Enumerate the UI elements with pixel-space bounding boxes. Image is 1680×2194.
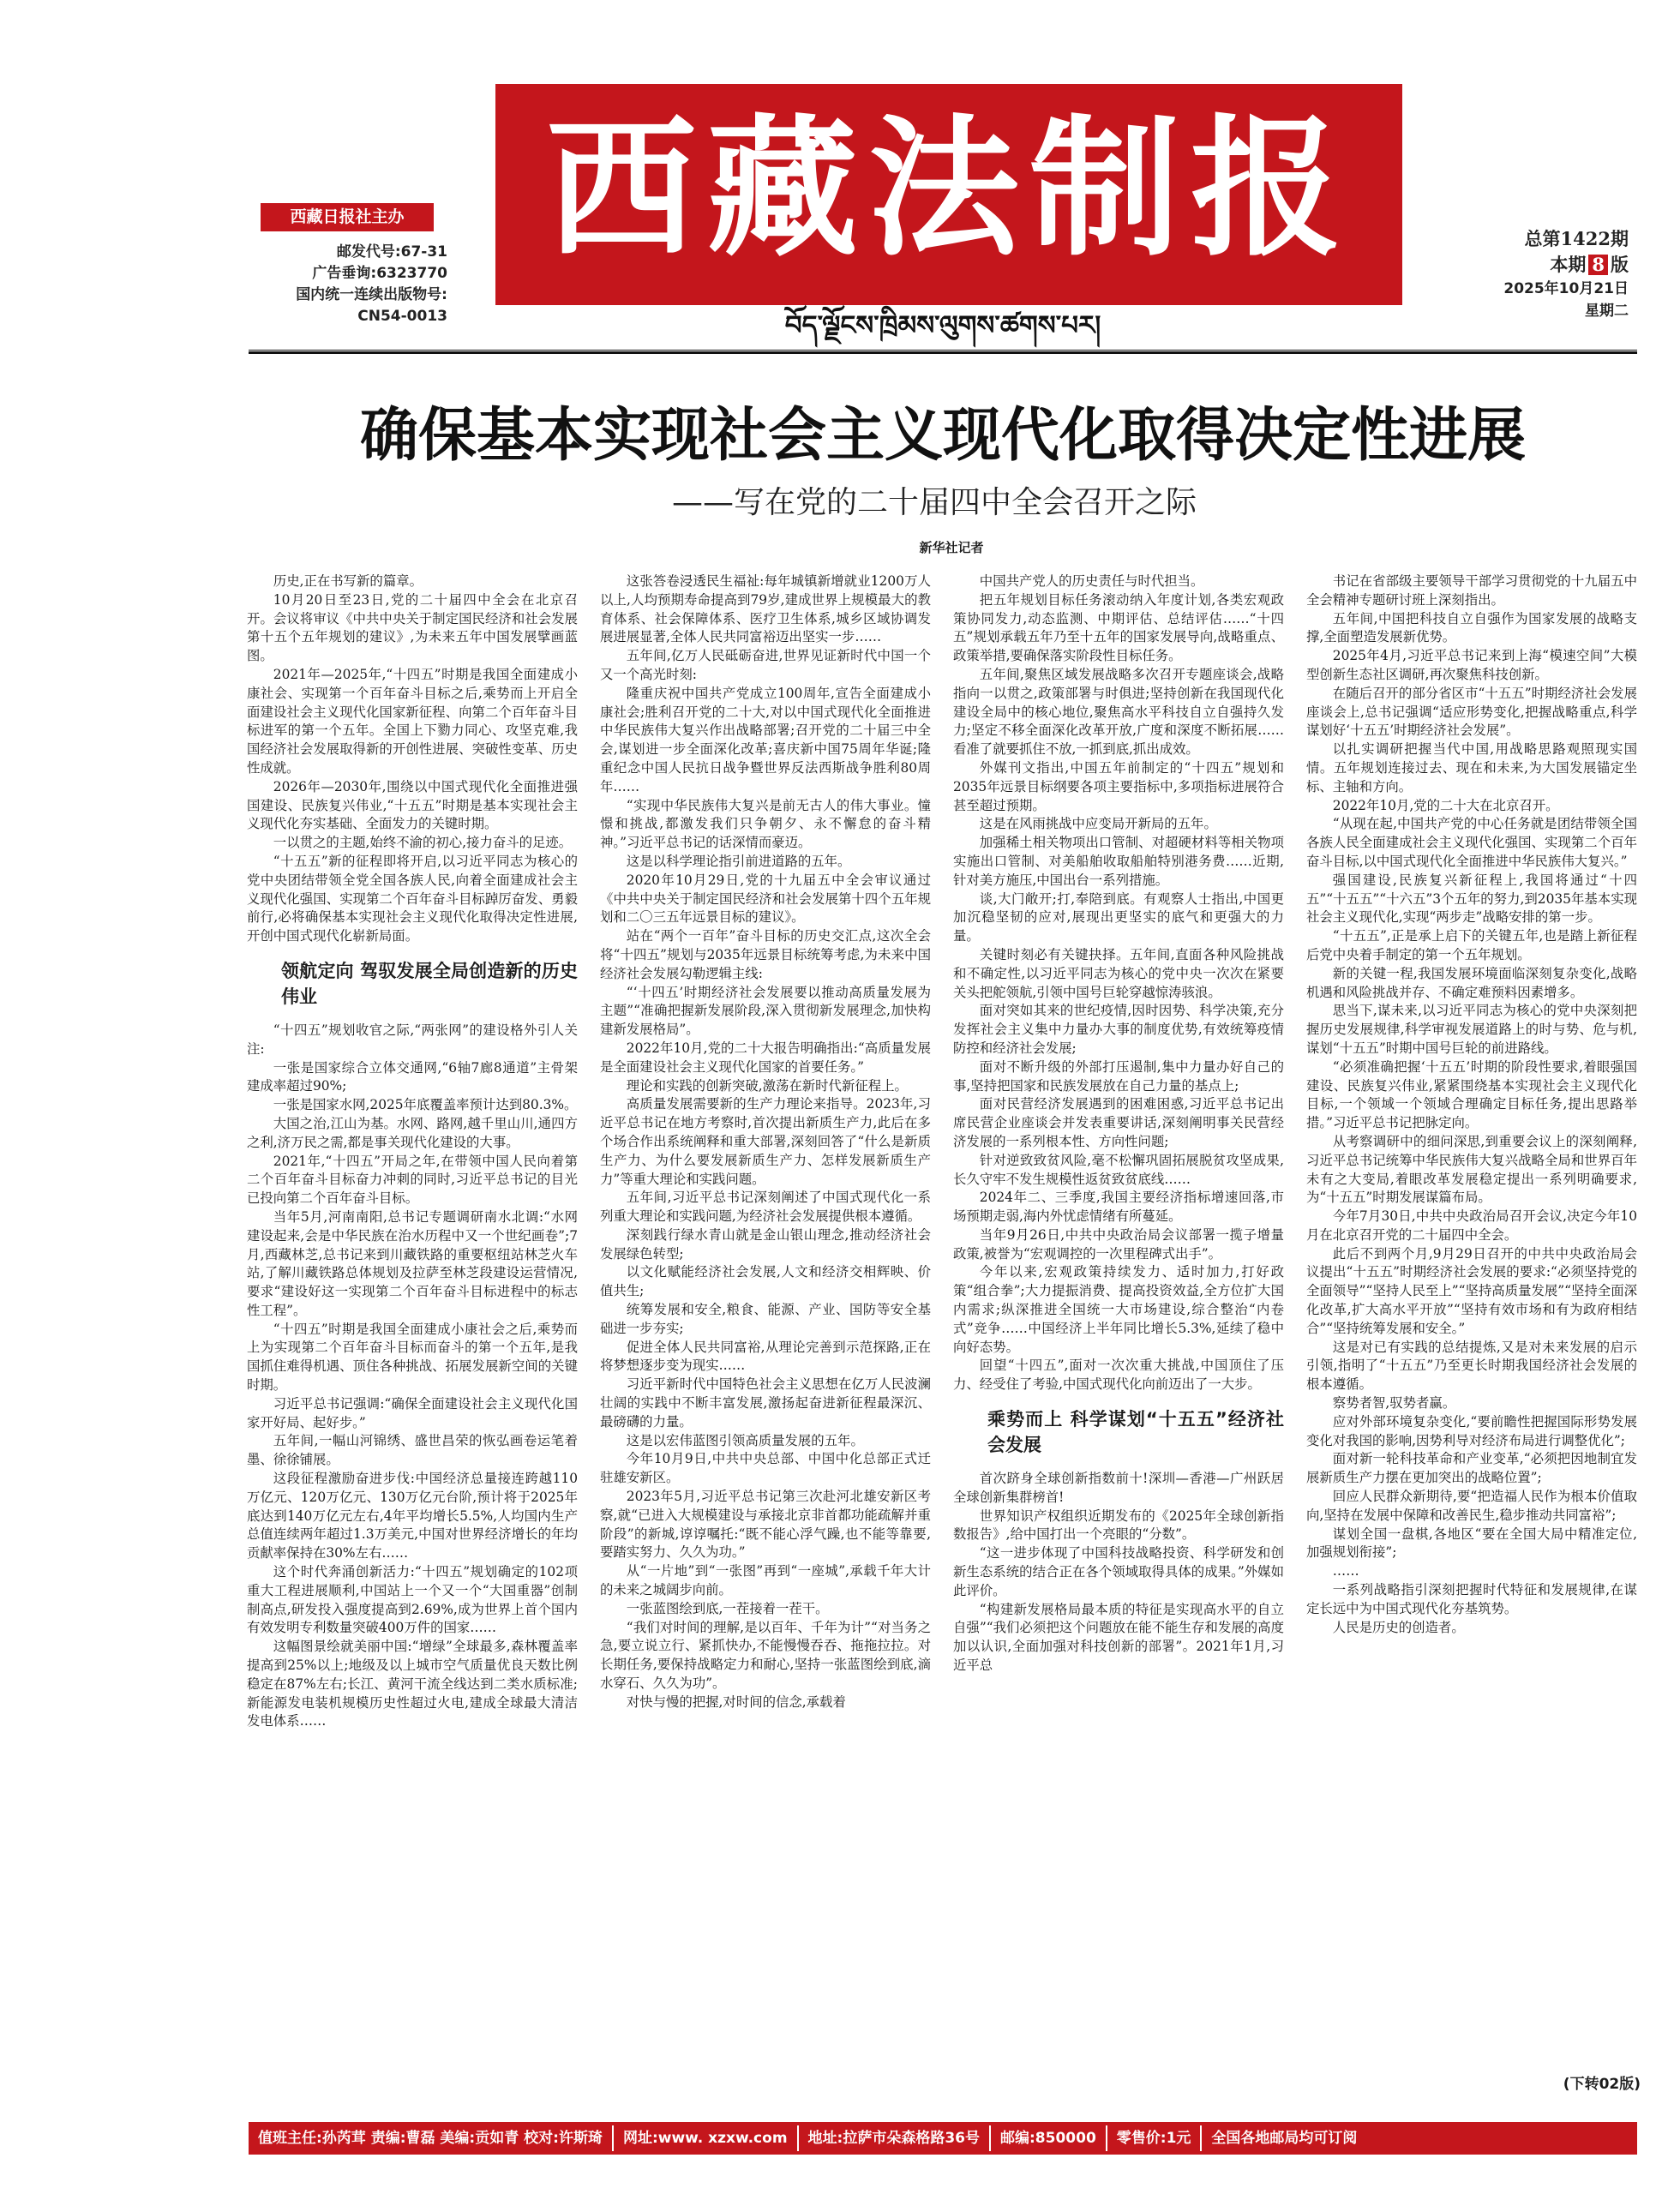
serial-number: CN54-0013 (357, 308, 447, 325)
paragraph: 从考察调研中的细问深思,到重要会议上的深刻阐释,习近平总书记统筹中华民族伟大复兴战略全局和世界百年未有之大变局,着眼改革发展稳定提出一系列明确要求,为“十五五”时期发展谋篇布局。 (1306, 1133, 1637, 1206)
paragraph: “实现中华民族伟大复兴是前无古人的伟大事业。憧憬和挑战,都激发我们只争朝夕、永不懈怠的奋斗精神。”习近平总书记的话深情而豪迈。 (600, 797, 931, 851)
newspaper-title: 西藏法制报 (545, 99, 1352, 277)
column-3b-paragraphs (953, 1470, 1284, 1675)
paragraph: “必须准确把握‘十五五’时期的阶段性要求,着眼强国建设、民族复兴伟业,紧紧围绕基本实现社会主义现代化目标,一个领域一个领域合理确定目标任务,提出思路举措。”习近平总书记把脉定向。 (1306, 1058, 1637, 1131)
paragraph: 五年间,聚焦区域发展战略多次召开专题座谈会,战略指向一以贯之,政策部署与时俱进;坚持创新在我国现代化建设全局中的核心地位,聚焦高水平科技自立自强持久发力;坚定不移全面深化改革开放,广度和深度不断拓展……看准了就要抓住不放,一抓到底,抓出成效。 (953, 666, 1284, 758)
paragraph: 谈,大门敞开;打,奉陪到底。有观察人士指出,中国更加沉稳坚韧的应对,展现出更坚实的底气和更强大的力量。 (953, 890, 1284, 944)
issue-total: 总第1422期 (1524, 228, 1629, 249)
paragraph: 回应人民群众新期待,要“把造福人民作为根本价值取向,坚持在发展中保障和改善民生,稳步推动共同富裕”; (1306, 1489, 1637, 1523)
paragraph: 2025年4月,习近平总书记来到上海“模速空间”大模型创新生态社区调研,再次聚焦科技创新。 (1306, 648, 1637, 682)
paragraph: 理论和实践的创新突破,激荡在新时代新征程上。 (626, 1077, 908, 1094)
paragraph: 加强稀土相关物项出口管制、对超硬材料等相关物项实施出口管制、对美船舶收取船舶特别港务费……近期,针对美方施压,中国出台一系列措施。 (953, 835, 1284, 888)
section-heading-1: 领航定向 驾驭发展全局创造新的历史伟业 (281, 960, 578, 1007)
paragraph: 五年间,一幅山河锦绣、盛世昌荣的恢弘画卷运笔着墨、徐徐铺展。 (247, 1433, 578, 1468)
column-4-paragraphs (1306, 572, 1637, 1637)
paragraph: 这幅图景绘就美丽中国:“增绿”全球最多,森林覆盖率提高到25%以上;地级及以上城市空气质量优良天数比例稳定在87%左右;长江、黄河干流全线达到二类水质标准;新能源发电装机规模历史性超过火电,建成全球最大清洁发电体系…… (247, 1639, 578, 1729)
paragraph: …… (1332, 1563, 1359, 1580)
article-subheadline: ——写在党的二十届四中全会召开之际 (671, 485, 1197, 520)
paragraph: 大国之治,江山为基。水网、路网,越千里山川,通四方之利,济万民之需,都是事关现代化建设的大事。 (247, 1115, 578, 1150)
paragraph: 这个时代奔涌创新活力:“十四五”规划确定的102项重大工程进展顺利,中国站上一个又一个“大国重器”创制制高点,研发投入强度提高到2.69%,成为世界上首个国内有效发明专利数量突破400万件的国家…… (247, 1564, 578, 1636)
paragraph: 2022年10月,党的二十大在北京召开。 (1332, 797, 1559, 813)
paragraph: 这段征程激励奋进步伐:中国经济总量接连跨越110万亿元、120万亿元、130万亿元台阶,预计将于2025年底达到140万亿元左右,4年平均增长5.5%,人均国内生产总值连续两年超过1.3万美元,中国对世界经济增长的年均贡献率保持在30%左右…… (247, 1471, 578, 1562)
paragraph: 深刻践行绿水青山就是金山银山理念,推动经济社会发展绿色转型; (600, 1226, 931, 1262)
paragraph: 这是对已有实践的总结提炼,又是对未来发展的启示引领,指明了“十五五”乃至更长时期我国经济社会发展的根本遵循。 (1306, 1339, 1637, 1393)
paragraph: 五年间,习近平总书记深刻阐述了中国式现代化一系列重大理论和实践问题,为经济社会发展提供根本遵循。 (600, 1190, 931, 1225)
article-column-3 (953, 572, 1284, 2071)
paragraph: “这一进步体现了中国科技战略投资、科学研发和创新生态系统的结合正在各个领域取得具体的成果。”外媒如此评价。 (953, 1545, 1284, 1598)
paragraph: 面对突如其来的世纪疫情,因时因势、科学决策,充分发挥社会主义集中力量办大事的制度优势,有效统筹疫情防控和经济社会发展; (953, 1003, 1284, 1056)
paragraph: 这是以宏伟蓝图引领高质量发展的五年。 (626, 1432, 864, 1448)
paragraph: 10月20日至23日,党的二十届四中全会在北京召开。会议将审议《中共中央关于制定国民经济和社会发展第十五个五年规划的建议》,为未来五年中国发展擘画蓝图。 (247, 591, 578, 664)
paragraph: 以文化赋能经济社会发展,人文和经济交相辉映、价值共生; (600, 1264, 931, 1299)
publisher-badge: 西藏日报社主办 (261, 203, 434, 231)
paragraph: “十五五”,正是承上启下的关键五年,也是踏上新征程后党中央着手制定的第一个五年规划。 (1306, 928, 1637, 962)
paragraph: 面对民营经济发展遇到的困难困惑,习近平总书记出席民营企业座谈会并发表重要讲话,深刻阐明事关民营经济发展的一系列根本性、方向性问题; (953, 1096, 1284, 1149)
masthead-divider (249, 350, 1637, 351)
paragraph: 一张蓝图绘到底,一茬接着一茬干。 (626, 1600, 829, 1616)
paragraph: “我们对时间的理解,是以百年、千年为计”“对当务之急,要立说立行、紧抓快办,不能慢慢吞吞、拖拖拉拉。对长期任务,要保持战略定力和耐心,坚持一张蓝图绘到底,滴水穿石、久久为功”。 (600, 1619, 931, 1692)
paragraph: 统筹发展和安全,粮食、能源、产业、国防等安全基础进一步夯实; (600, 1302, 931, 1336)
paragraph: 关键时刻必有关键抉择。五年间,直面各种风险挑战和不确定性,以习近平同志为核心的党中央一次次在紧要关头把舵领航,引领中国号巨轮穿越惊涛骇浪。 (953, 946, 1284, 1000)
paragraph: 把五年规划目标任务滚动纳入年度计划,各类宏观政策协同发力,动态监测、中期评估、总结评估……“十四五”规划承载五年乃至十五年的国家发展导向,战略重点、政策举措,要确保落实阶段性目标任务。 (953, 591, 1284, 664)
paragraph: 人民是历史的创造者。 (1332, 1619, 1465, 1635)
paragraph: 习近平总书记强调:“确保全面建设社会主义现代化国家开好局、起好步。” (247, 1395, 578, 1430)
footer-address: 地址:拉萨市朵森格路36号 (807, 2130, 980, 2147)
issue-date: 2025年10月21日 (1503, 280, 1629, 297)
paragraph: “十四五”时期是我国全面建成小康社会之后,乘势而上为实现第二个百年奋斗目标而奋斗的第一个五年,是我国抓住难得机遇、顶住各种挑战、拓展发展新空间的关键时期。 (247, 1321, 578, 1394)
paragraph: 高质量发展需要新的生产力理论来指导。2023年,习近平总书记在地方考察时,首次提出新质生产力,此后在多个场合作出系统阐释和重大部署,深刻回答了“什么是新质生产力、为什么要发展新质生产力、怎样发展新质生产力”等重大理论和实践问题。 (600, 1096, 931, 1187)
paragraph: 2023年5月,习近平总书记第三次赴河北雄安新区考察,就“已进入大规模建设与承接北京非首都功能疏解并重阶段”的新城,谆谆嘱托:“既不能心浮气躁,也不能等靠要,要踏实努力、久久为功。” (600, 1489, 931, 1561)
paragraph: 这是在风雨挑战中应变局开新局的五年。 (979, 816, 1217, 832)
paragraph: 今年7月30日,中共中央政治局召开会议,决定今年10月在北京召开党的二十届四中全会。 (1306, 1208, 1637, 1243)
paragraph: 强国建设,民族复兴新征程上,我国将通过“十四五”“十五五”“十六五”3个五年的努力,到2035年基本实现社会主义现代化,实现“两步走”战略安排的第一步。 (1306, 872, 1637, 926)
paragraph: 站在“两个一百年”奋斗目标的历史交汇点,这次全会将“十四五”规划与2035年远景目标统筹考虑,为未来中国经济社会发展勾勒逻辑主线: (600, 928, 931, 981)
paragraph: 对快与慢的把握,对时间的信念,承载着 (626, 1693, 846, 1710)
paragraph: 从“一片地”到“一张图”再到“一座城”,承载千年大计的未来之城阔步向前。 (600, 1563, 931, 1598)
paragraph: “构建新发展格局最本质的特征是实现高水平的自立自强”“我们必须把这个问题放在能不能生存和发展的高度加以认识,全面加强对科技创新的部署”。2021年1月,习近平总 (953, 1601, 1284, 1674)
footer-subscribe: 全国各地邮局均可订阅 (1211, 2130, 1358, 2147)
paragraph: 回望“十四五”,面对一次次重大挑战,中国顶住了压力、经受住了考验,中国式现代化向前迈出了一大步。 (953, 1358, 1284, 1393)
paragraph: 应对外部环境复杂变化,“要前瞻性把握国际形势发展变化对我国的影响,因势利导对经济布局进行调整优化”; (1306, 1413, 1637, 1448)
paragraph: 世界知识产权组织近期发布的《2025年全球创新指数报告》,给中国打出一个亮眼的“分数”。 (953, 1508, 1284, 1543)
paragraph: 新的关键一程,我国发展环境面临深刻复杂变化,战略机遇和风险挑战并存、不确定难预料因素增多。 (1306, 965, 1637, 1000)
paragraph: 察势者智,驭势者赢。 (1332, 1395, 1456, 1412)
paragraph: 此后不到两个月,9月29日召开的中共中央政治局会议提出“十五五”时期经济社会发展的要求:“必须坚持党的全面领导”“坚持人民至上”“坚持高质量发展”“坚持全面深化改革,扩大高水平开放”“坚持有效市场和有为政府相结合”“坚持统筹发展和安全。” (1306, 1245, 1637, 1336)
serial-label: 国内统一连续出版物号: (296, 286, 447, 303)
issue-pages: 本期 8 版 (1550, 254, 1629, 275)
paragraph: 这是以科学理论指引前进道路的五年。 (626, 853, 851, 869)
section-heading-2: 乘势而上 科学谋划“十五五”经济社会发展 (987, 1409, 1284, 1456)
paragraph: 一张是国家水网,2025年底覆盖率预计达到80.3%。 (273, 1097, 578, 1113)
footer-editors: 值班主任:孙芮茸 责编:曹磊 美编:贡如青 校对:许斯琦 (258, 2130, 603, 2147)
article-headline: 确保基本实现社会主义现代化取得决定性进展 (359, 402, 1526, 470)
paragraph: 今年以来,宏观政策持续发力、适时加力,打好政策“组合拳”;大力提振消费、提高投资效益,全方位扩大国内需求;纵深推进全国统一大市场建设,综合整治“内卷式”竞争……中国经济上半年同比增长5.3%,延续了稳中向好态势。 (953, 1264, 1284, 1355)
paragraph: 促进全体人民共同富裕,从理论完善到示范探路,正在将梦想逐步变为现实…… (600, 1339, 931, 1374)
article-column-1 (247, 572, 578, 2071)
issue-weekday: 星期二 (1585, 303, 1629, 320)
paragraph: 2021年,“十四五”开局之年,在带领中国人民向着第二个百年奋斗目标奋力冲刺的同时,习近平总书记的目光已投向第二个百年奋斗目标。 (247, 1153, 578, 1207)
article-column-4 (1306, 572, 1637, 2071)
paragraph: 书记在省部级主要领导干部学习贯彻党的十九届五中全会精神专题研讨班上深刻指出。 (1306, 573, 1637, 608)
paragraph: 习近平新时代中国特色社会主义思想在亿万人民波澜壮阔的实践中不断丰富发展,激扬起奋进新征程最深沉、最磅礴的力量。 (600, 1376, 931, 1430)
column-2-paragraphs (600, 572, 931, 1712)
postal-code: 邮发代号:67-31 (336, 243, 447, 261)
paragraph: 2021年—2025年,“十四五”时期是我国全面建成小康社会、实现第一个百年奋斗目标之后,乘势而上开启全面建设社会主义现代化国家新征程、向第二个百年奋斗目标进军的第一个五年。全国上下勠力同心、攻坚克难,我国经济社会发展取得新的开创性进展、突破性变革、历史性成就。 (247, 666, 578, 776)
paragraph: 一以贯之的主题,始终不渝的初心,接力奋斗的足迹。 (273, 835, 573, 851)
tibetan-title: བོད་ལྗོངས་ཁྲིམས་ལུགས་ཚགས་པར། (784, 310, 1101, 341)
paragraph: 当年9月26日,中共中央政治局会议部署一揽子增量政策,被誉为“宏观调控的一次里程碑式出手”。 (953, 1226, 1284, 1262)
paragraph: 2026年—2030年,围绕以中国式现代化全面推进强国建设、民族复兴伟业,“十五五”时期是基本实现社会主义现代化夯实基础、全面发力的关键时期。 (247, 778, 578, 832)
paragraph: 针对逆致致贫风险,毫不松懈巩固拓展脱贫攻坚成果,长久守牢不发生规模性返贫致贫底线…… (953, 1152, 1284, 1187)
paragraph: 这张答卷浸透民生福祉:每年城镇新增就业1200万人以上,人均预期寿命提高到79岁,建成世界上规模最大的教育体系、社会保障体系、医疗卫生体系,城乡区域协调发展进展显著,全体人民共同富裕迈出坚实一步…… (600, 573, 931, 645)
paragraph: 今年10月9日,中共中央总部、中国中化总部正式迁驻雄安新区。 (600, 1451, 931, 1486)
masthead-rule (249, 351, 1637, 354)
paragraph: 以扎实调研把握当代中国,用战略思路观照现实国情。五年规划连接过去、现在和未来,为大国发展锚定坐标、主轴和方向。 (1306, 741, 1637, 794)
paragraph: “从现在起,中国共产党的中心任务就是团结带领全国各族人民全面建成社会主义现代化强国、实现第二个百年奋斗目标,以中国式现代化全面推进中华民族伟大复兴。” (1306, 816, 1637, 869)
paragraph: 一张是国家综合立体交通网,“6轴7廊8通道”主骨架建成率超过90%; (247, 1059, 578, 1094)
paragraph: 隆重庆祝中国共产党成立100周年,宣告全面建成小康社会;胜利召开党的二十大,对以中国式现代化全面推进中华民族伟大复兴作出战略部署;召开党的二十届三中全会,谋划进一步全面深化改革;喜庆新中国75周年华诞;隆重纪念中国人民抗日战争暨世界反法西斯战争胜利80周年…… (600, 685, 931, 794)
footer-website[interactable]: 网址:www. xzxw.com (622, 2130, 788, 2147)
article-column-2 (600, 572, 931, 2071)
continued-notice: (下转02版) (1563, 2076, 1641, 2093)
column-3-paragraphs (953, 572, 1284, 1394)
paragraph: 2024年二、三季度,我国主要经济指标增速回落,市场预期走弱,海内外忧虑情绪有所蔓延。 (953, 1190, 1284, 1225)
paragraph: 五年间,亿万人民砥砺奋进,世界见证新时代中国一个又一个高光时刻: (600, 648, 931, 682)
paragraph: 2022年10月,党的二十大报告明确指出:“高质量发展是全面建设社会主义现代化国家的首要任务。” (600, 1040, 931, 1075)
paragraph: 当年5月,河南南阳,总书记专题调研南水北调:“水网建设起来,会是中华民族在治水历程中又一个世纪画卷”;7月,西藏林芝,总书记来到川藏铁路的重要枢纽站林芝火车站,了解川藏铁路总体规划及拉萨至林芝段建设运营情况,要求“建设好这一实现第二个百年奋斗目标进程中的标志性工程”。 (247, 1208, 578, 1318)
paragraph: 谋划全国一盘棋,各地区“要在全国大局中精准定位,加强规划衔接”; (1306, 1526, 1637, 1561)
paragraph: 面对不断升级的外部打压遏制,集中力量办好自己的事,坚持把国家和民族发展放在自己力量的基点上; (953, 1058, 1284, 1094)
article-byline: 新华社记者 (919, 540, 984, 555)
paragraph: 在随后召开的部分省区市“十五五”时期经济社会发展座谈会上,总书记强调“适应形势变化,把握战略重点,科学谋划好‘十五五’时期经济社会发展”。 (1306, 685, 1637, 739)
footer-postcode: 邮编:850000 (1000, 2130, 1096, 2147)
paragraph: “十四五”规划收官之际,“两张网”的建设格外引人关注: (247, 1022, 578, 1057)
paragraph: 一系列战略指引深刻把握时代特征和发展规律,在谋定长远中为中国式现代化夯基筑势。 (1306, 1582, 1637, 1616)
column-1b-paragraphs (247, 1022, 578, 1731)
paragraph: 面对新一轮科技革命和产业变革,“必须把因地制宜发展新质生产力摆在更加突出的战略位置”; (1306, 1451, 1637, 1486)
footer-bar (249, 2122, 1637, 2155)
page-count-badge: 8 (1588, 255, 1608, 275)
paragraph: 五年间,中国把科技自立自强作为国家发展的战略支撑,全面塑造发展新优势。 (1306, 610, 1637, 645)
paragraph: 首次跻身全球创新指数前十!深圳—香港—广州跃居全球创新集群榜首! (953, 1471, 1284, 1505)
paragraph: 中国共产党人的历史责任与时代担当。 (979, 573, 1204, 589)
paragraph: 思当下,谋未来,以习近平同志为核心的党中央深刻把握历史发展规律,科学审视发展道路上的时与势、危与机,谋划“十五五”时期中国号巨轮的前进路线。 (1306, 1003, 1637, 1056)
column-1-paragraphs (247, 572, 578, 946)
paragraph: “十五五”新的征程即将开启,以习近平同志为核心的党中央团结带领全党全国各族人民,向着全面建成社会主义现代化强国、实现第二个百年奋斗目标踔厉奋发、勇毅前行,必将确保基本实现社会主义现代化取得决定性进展,开创中国式现代化崭新局面。 (247, 853, 578, 944)
paragraph: 历史,正在书写新的篇章。 (273, 573, 423, 589)
footer-price: 零售价:1元 (1116, 2130, 1191, 2147)
paragraph: 外媒刊文指出,中国五年前制定的“十四五”规划和2035年远景目标纲要各项主要指标中,多项指标进展符合甚至超过预期。 (953, 759, 1284, 813)
ad-hotline: 广告垂询:6323770 (312, 265, 447, 282)
paragraph: “‘十四五’时期经济社会发展要以推动高质量发展为主题”“准确把握新发展阶段,深入贯彻新发展理念,加快构建新发展格局”。 (600, 984, 931, 1038)
paragraph: 2020年10月29日,党的十九届五中全会审议通过《中共中央关于制定国民经济和社会发展第十四个五年规划和二〇三五年远景目标的建议》。 (600, 872, 931, 926)
